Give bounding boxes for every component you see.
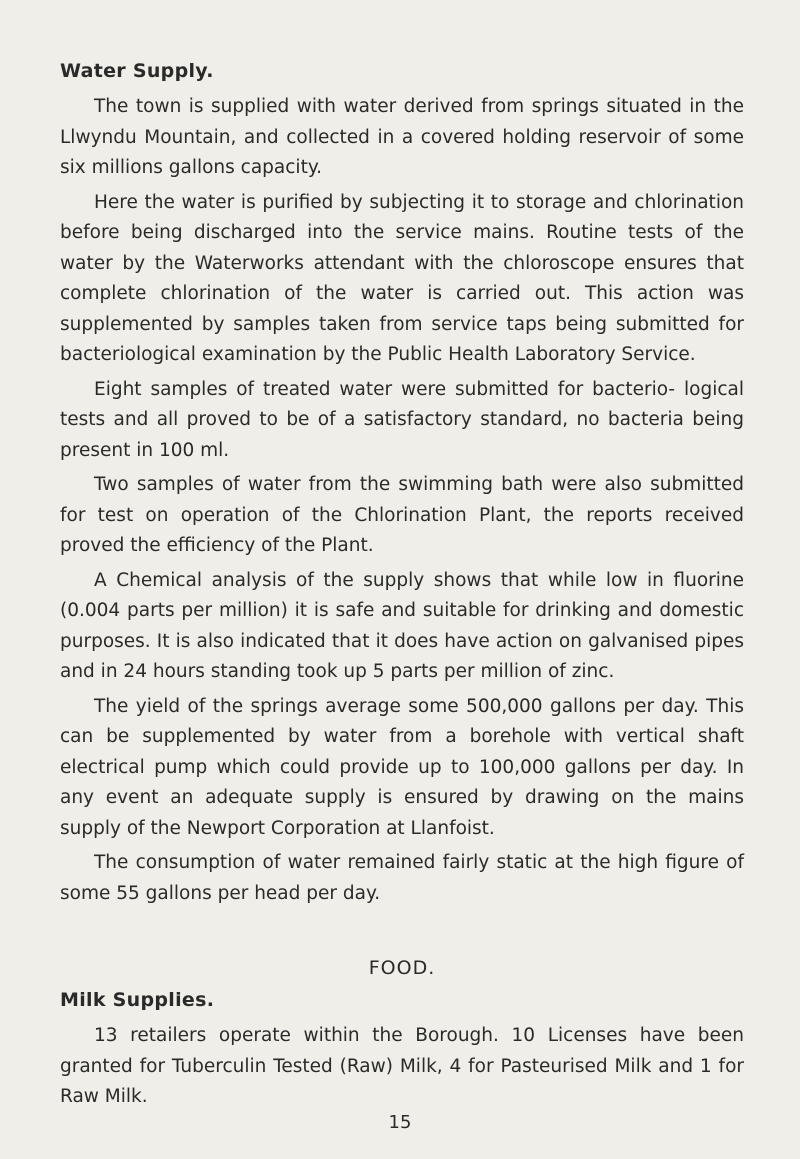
paragraph-consumption: The consumption of water remained fairly static at the high figure of some 55 gallons per head per day. — [60, 852, 744, 904]
paragraph-yield: The yield of the springs average some 500,000 gallons per day. This can be supplemented by water from a borehole with vertical shaft electrical pump which could provide up to 100,000 gallons per day. In any event an adequate supply is ensured by drawing on the mains supply of the Newport Corporation at Llanfoist. — [60, 695, 744, 839]
paragraph-chemical-analysis: A Chemical analysis of the supply shows that while low in fluorine (0.004 parts per million) it is safe and suitable for drinking and domestic purposes. It is also indicated that it does have action on galvanised pipes and in 24 hours standing took up 5 parts per million of zinc. — [60, 569, 744, 682]
paragraph-water-source: The town is supplied with water derived from springs situated in the Llwyndu Mountain, and collected in a covered holding reservoir of some six millions gallons capacity. — [60, 96, 744, 178]
paragraph-purification: Here the water is purified by subjecting it to storage and chlorination before being discharged into the service mains. Routine tests of the water by the Waterworks attendant with the chloroscope ensures that complete chlorination of the water is carried out. This action was supplemented by samples taken from service taps being submitted for bacteriological examination by the Public Health Laboratory Service. — [60, 191, 744, 365]
section-heading-water-supply: Water Supply. — [60, 60, 214, 82]
paragraph-milk-retailers: 13 retailers operate within the Borough. 10 Licenses have been granted for Tuberculin Tested (Raw) Milk, 4 for Pasteurised Milk and 1 for Raw Milk. — [60, 1025, 744, 1107]
section-heading-milk-supplies: Milk Supplies. — [60, 989, 215, 1011]
food-heading: FOOD. — [368, 957, 436, 979]
page-content — [60, 56, 744, 1117]
section-milk-supplies — [60, 985, 744, 1113]
page-number: 15 — [388, 1112, 412, 1133]
paragraph-swimming-bath: Two samples of water from the swimming bath were also submitted for test on operation of the Chlorination Plant, the reports received proved the efficiency of the Plant. — [60, 474, 744, 556]
paragraph-bacteriological-tests: Eight samples of treated water were submitted for bacterio- logical tests and all proved to be of a satisfactory standard, no bacteria being present in 100 ml. — [60, 378, 744, 461]
section-water-supply — [60, 56, 744, 909]
